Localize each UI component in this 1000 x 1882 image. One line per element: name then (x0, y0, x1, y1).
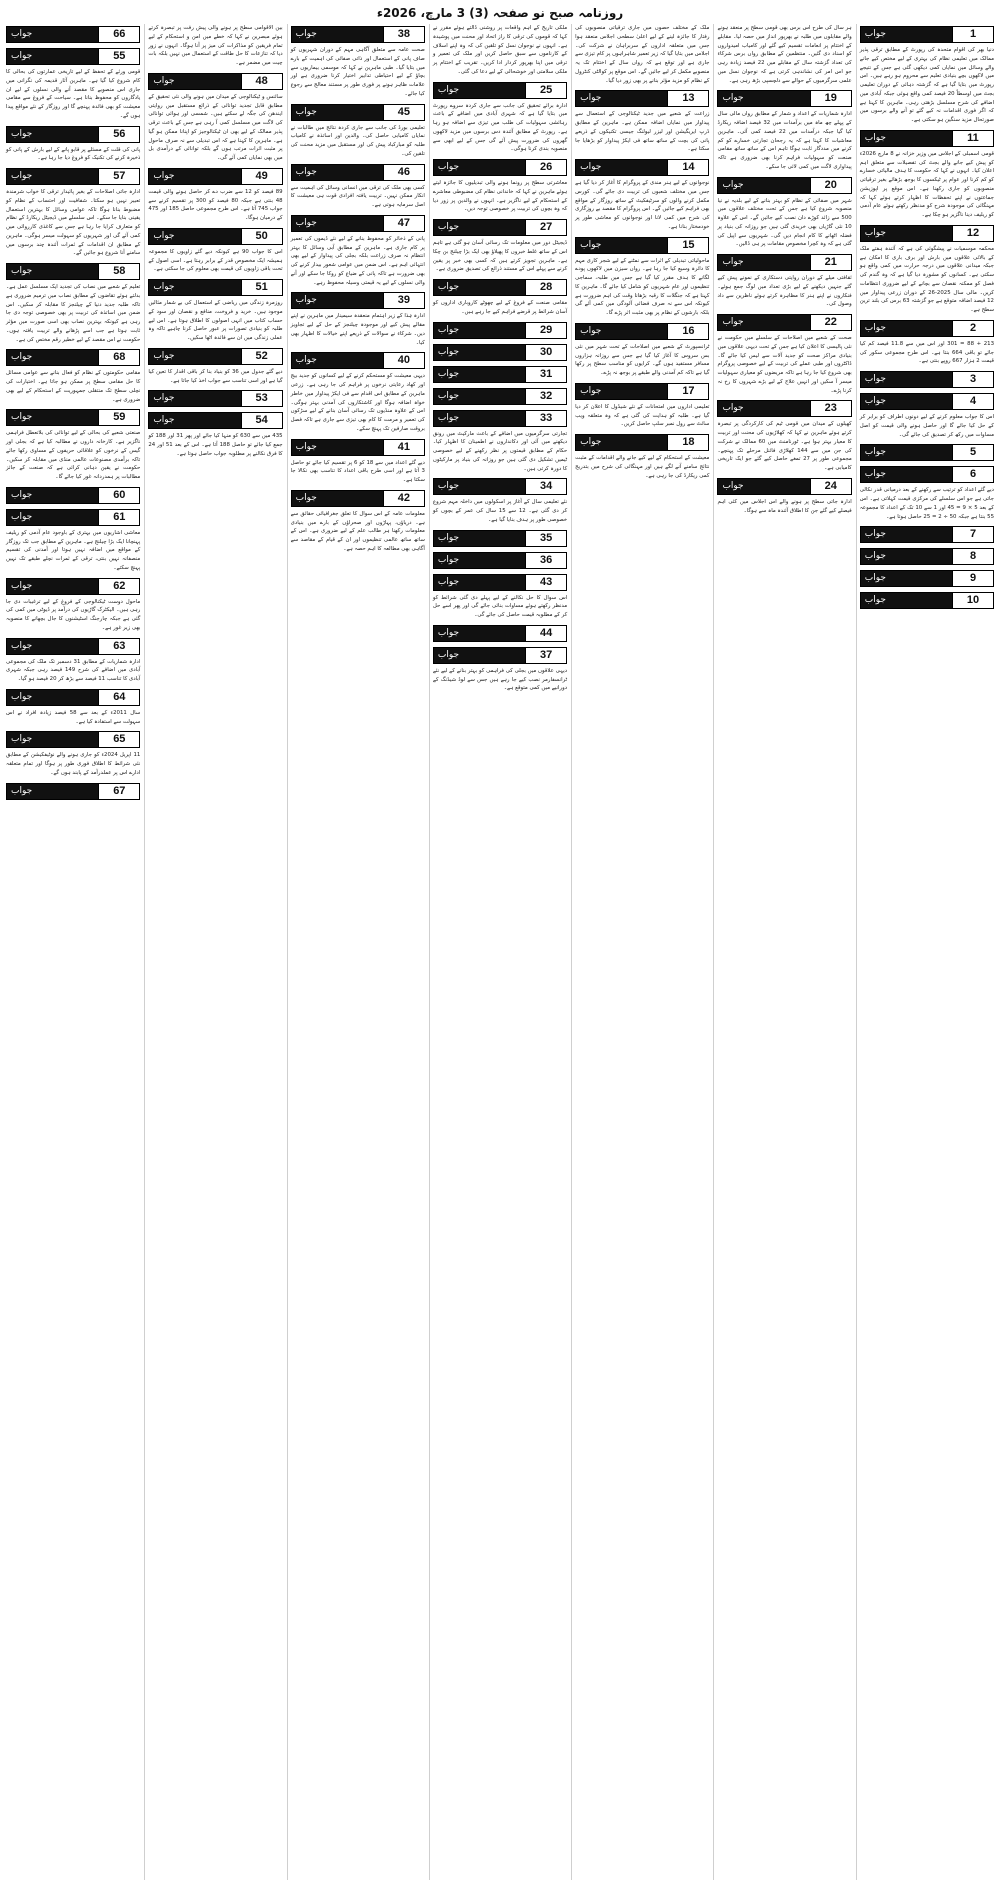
article-paragraph: 89 فیصد کو 12 سے ضرب دے کر حاصل ہونے والی قیمت 48 بنتی ہے جبکہ 80 فیصد کو 300 پر تقسیم کرنے سے جواب 745 آتا ہے۔ اس طرح مجموعی حاصل 185 اور 475 کے درمیان ہوگا۔ (148, 188, 283, 221)
answer-badge[interactable]: جواب (575, 237, 667, 254)
question-number: 11 (952, 130, 994, 147)
answer-badge[interactable]: جواب (291, 490, 383, 507)
article-paragraph: صنعتی شعبے کی بحالی کے لیے توانائی کی بلاتعطل فراہمی ناگزیر ہے۔ کارخانہ داروں نے مطالبہ کیا ہے کہ بجلی اور گیس کے نرخوں کو علاقائی حریفوں کے مساوی رکھا جائے تاکہ برآمدی مصنوعات عالمی منڈی میں مقابلہ کر سکیں۔ حکومت نے یقین دہانی کرائی ہے کہ صنعت کے جائز مطالبات پر ہمدردانہ غور کیا جائے گا۔ (6, 430, 141, 480)
answer-badge[interactable]: جواب (860, 225, 952, 242)
question-header (291, 26, 425, 43)
question-number: 10 (952, 592, 994, 609)
article-paragraph: دیے گئے اعداد میں سے 18 کو 6 پر تقسیم کیا جائے تو حاصل 3 آتا ہے اور اسی طرح باقی اعداد کا تناسب بھی نکالا جا سکتا ہے۔ (290, 459, 425, 483)
article-paragraph: ماحول دوست ٹیکنالوجی کے فروغ کے لیے ترغیبات دی جا رہی ہیں۔ الیکٹرک گاڑیوں کی درآمد پر ڈیوٹی میں کمی کی گئی ہے جبکہ چارجنگ اسٹیشنوں کا جال بچھانے کا منصوبہ بھی زیر غور ہے۔ (6, 598, 141, 631)
answer-badge[interactable]: جواب (860, 393, 952, 410)
question-header (433, 530, 567, 547)
answer-badge[interactable]: جواب (291, 104, 383, 121)
answer-badge[interactable]: جواب (860, 444, 952, 461)
question-header (291, 352, 425, 369)
article-paragraph: ٹرانسپورٹ کے شعبے میں اصلاحات کے تحت شہر میں نئی بس سروس کا آغاز کیا گیا ہے جس سے روزانہ ہزاروں مسافر مستفید ہوں گے۔ کرایوں کو مناسب سطح پر رکھا گیا ہے تاکہ کم آمدنی والے طبقے پر بوجھ نہ پڑے۔ (575, 343, 710, 376)
question-number: 43 (525, 574, 567, 591)
answer-badge[interactable]: جواب (575, 159, 667, 176)
question-header (291, 104, 425, 121)
article-paragraph: اس کا جواب 90 ہے کیونکہ دیے گئے زاویوں کا مجموعہ ہمیشہ ایک مخصوص قدر کے برابر رہتا ہے۔ اسی اصول کے تحت باقی زاویوں کی قیمت بھی معلوم کی جا سکتی ہے۔ (148, 248, 283, 273)
article-paragraph: ادارہ جاتی سطح پر ہونے والے اس اجلاس میں کئی اہم فیصلے کیے گئے جن کا اطلاق آئندہ ماہ سے ہوگا۔ (717, 498, 852, 514)
answer-badge[interactable]: جواب (433, 344, 525, 361)
question-number: 7 (952, 526, 994, 543)
question-number: 25 (525, 82, 567, 99)
answer-badge[interactable]: جواب (6, 638, 98, 655)
article-paragraph: دیے گئے اعداد کو ترتیب سے رکھنے کے بعد درمیانی قدر نکالی جاتی ہے جو اس سلسلے کی مرکزی قیمت کہلاتی ہے۔ اس کے بعد 5 × 9 = 45 اور 1 سے 10 تک کے اعداد کا مجموعہ 55 بنتا ہے جبکہ 50 ÷ 2 = 25 حاصل ہوتا ہے۔ (859, 487, 995, 520)
question-number: 66 (98, 26, 140, 43)
question-header (860, 548, 994, 565)
question-header (433, 322, 567, 339)
column-spacer (6, 803, 140, 1881)
question-number: 29 (525, 322, 567, 339)
article-paragraph: 213 + 88 = 301 اور اس میں سے 11.8 فیصد کم کیا جائے تو باقی 664 بنتا ہے۔ اس طرح مجموعی سکور کی قیمت 2 ہزار 667 روپے بنتی ہے۔ (859, 340, 994, 365)
article-paragraph: محکمہ موسمیات نے پیشگوئی کی ہے کہ آئندہ ہفتے ملک کے بالائی علاقوں میں بارش اور برف باری کا امکان ہے جبکہ میدانی علاقوں میں درجہ حرارت میں کمی واقع ہو سکتی ہے۔ کسانوں کو مشورہ دیا گیا ہے کہ وہ گندم کی فصل کو ممکنہ نقصان سے بچانے کے لیے ضروری انتظامات کریں۔ مالی سال 2025-26 کے دوران زرعی پیداوار میں 12 فیصد اضافہ متوقع ہے جو گزشتہ 63 برس کی بلند ترین سطح ہے۔ (859, 245, 994, 313)
article-paragraph: زراعت کے شعبے میں جدید ٹیکنالوجی کے استعمال سے پیداوار میں نمایاں اضافہ ممکن ہے۔ ماہرین کے مطابق ڈرپ ایریگیشن اور لیزر لیولنگ جیسی تکنیکوں کے ذریعے پانی کی بچت کے ساتھ ساتھ فی ایکڑ پیداوار کو بڑھایا جا سکتا ہے۔ (575, 111, 710, 153)
question-number: 45 (383, 104, 425, 121)
question-number: 52 (241, 348, 283, 365)
question-number: 22 (810, 314, 852, 331)
answer-badge[interactable]: جواب (291, 439, 383, 456)
column-5 (287, 24, 425, 1880)
question-header (6, 509, 140, 526)
question-number: 13 (667, 90, 709, 107)
question-header (433, 279, 567, 296)
answer-badge[interactable]: جواب (717, 478, 809, 495)
question-number: 59 (98, 409, 140, 426)
article-paragraph: معاشی اشاریوں میں بہتری کے باوجود عام آدمی کو ریلیف پہنچانا ایک بڑا چیلنج ہے۔ ماہرین کے مطابق جب تک روزگار کے مواقع میں اضافہ نہیں ہوتا اور آمدنی کی تقسیم منصفانہ نہیں بنتی، ترقی کے ثمرات نچلے طبقے تک نہیں پہنچ سکتے۔ (6, 529, 141, 571)
question-header (433, 82, 567, 99)
answer-badge[interactable]: جواب (291, 352, 383, 369)
question-header (6, 168, 140, 185)
question-header (860, 526, 994, 543)
answer-badge[interactable]: جواب (6, 731, 98, 748)
column-7 (6, 24, 140, 1880)
article-paragraph: اس سوال کا حل نکالنے کے لیے پہلے دی گئی شرائط کو مدنظر رکھتے ہوئے مساوات بنائی جائے گی اور پھر اسے حل کر کے مطلوبہ قیمت حاصل کی جائے گی۔ (432, 594, 568, 618)
question-header (148, 168, 282, 185)
question-number: 51 (241, 279, 283, 296)
article-paragraph: ڈیجیٹل دور میں معلومات تک رسائی آسان ہو گئی ہے تاہم اس کے ساتھ غلط خبروں کا پھیلاؤ بھی ایک بڑا چیلنج بن چکا ہے۔ ماہرین تجویز کرتے ہیں کہ کسی بھی خبر پر یقین کرنے سے پہلے اس کے مستند ذرائع کی تصدیق ضروری ہے۔ (432, 240, 568, 273)
question-number: 50 (241, 228, 283, 245)
article-paragraph: نوجوانوں کے لیے ہنر مندی کے پروگرام کا آغاز کر دیا گیا ہے جس میں مختلف شعبوں کی تربیت دی جائے گی۔ کورس مکمل کرنے والوں کو سرٹیفکیٹ کے ساتھ روزگار کے مواقع بھی فراہم کیے جائیں گے۔ اس پروگرام کا مقصد بے روزگاری کی شرح میں کمی لانا اور نوجوانوں کو معاشی طور پر خودمختار بنانا ہے۔ (575, 180, 710, 230)
article-paragraph: تعلیم کے شعبے میں نصاب کی تجدید ایک مسلسل عمل ہے۔ بدلتے ہوئے تقاضوں کے مطابق نصاب میں ترمیم ضروری ہے تاکہ طلبہ جدید دنیا کے چیلنجز کا مقابلہ کر سکیں۔ اس ضمن میں اساتذہ کی تربیت پر بھی خصوصی توجہ دی جا رہی ہے کیونکہ بہترین نصاب بھی اسی صورت میں مؤثر ثابت ہوتا ہے جب اسے پڑھانے والے تربیت یافتہ ہوں۔ حکومت نے اس مقصد کے لیے خطیر رقم مختص کی ہے۔ (6, 284, 141, 343)
answer-badge[interactable]: جواب (433, 82, 525, 99)
answer-badge[interactable]: جواب (6, 26, 98, 43)
question-number: 1 (952, 26, 994, 43)
question-header (291, 164, 425, 181)
column-3 (571, 24, 709, 1880)
column-4 (429, 24, 567, 1880)
question-header (433, 159, 567, 176)
answer-badge[interactable]: جواب (433, 478, 525, 495)
answer-badge[interactable]: جواب (860, 371, 952, 388)
question-number: 16 (667, 323, 709, 340)
question-number: 54 (241, 412, 283, 429)
question-header (6, 578, 140, 595)
question-header (433, 552, 567, 569)
column-1 (856, 24, 994, 1880)
question-number: 37 (525, 647, 567, 664)
article-paragraph: صحت عامہ سے متعلق آگاہی مہم کے دوران شہریوں کو صاف پانی کے استعمال اور ذاتی صفائی کی اہمیت کے بارے میں بتایا گیا۔ طبی ماہرین نے کہا کہ موسمی بیماریوں سے بچاؤ کے لیے احتیاطی تدابیر اختیار کرنا ضروری ہے اور علامات ظاہر ہونے پر فوری طور پر مستند معالج سے رجوع کیا جائے۔ (290, 47, 425, 97)
article-paragraph: روزمرہ زندگی میں ریاضی کے استعمال کی بے شمار مثالیں موجود ہیں۔ خرید و فروخت، منافع و نقصان اور سود کے حساب کتاب میں انہی اصولوں کا اطلاق ہوتا ہے۔ اس لیے طلبہ کو بنیادی تصورات پر عبور حاصل کرنا چاہیے تاکہ وہ عملی زندگی میں ان سے فائدہ اٹھا سکیں۔ (148, 300, 283, 341)
answer-badge[interactable]: جواب (148, 228, 240, 245)
article-paragraph: ادارہ شماریات کے اعداد و شمار کے مطابق رواں مالی سال کے پہلے چھ ماہ میں برآمدات میں 32 فیصد اضافہ ریکارڈ کیا گیا جبکہ درآمدات میں 22 فیصد کمی آئی۔ ماہرین معاشیات کا کہنا ہے کہ یہ رجحان تجارتی خسارے کو کم کرنے میں مددگار ثابت ہوگا تاہم اس کے ساتھ ساتھ مقامی صنعت کو سہولیات فراہم کرنا بھی ضروری ہے تاکہ پیداواری لاگت میں کمی لائی جا سکے۔ (717, 111, 852, 170)
question-number: 24 (810, 478, 852, 495)
question-header (433, 574, 567, 591)
article-paragraph: پانی کے ذخائر کو محفوظ بنانے کے لیے نئے ڈیموں کی تعمیر پر کام جاری ہے۔ ماہرین کے مطابق آبی وسائل کا بہتر انتظام نہ صرف زراعت بلکہ بجلی کی پیداوار کے لیے بھی انتہائی اہم ہے۔ اس ضمن میں عوامی شعور بیدار کرنے کی بھی ضرورت ہے تاکہ پانی کے ضیاع کو روکا جا سکے اور آنے والی نسلوں کے لیے یہ قیمتی وسیلہ محفوظ رہے۔ (290, 235, 425, 286)
question-header (148, 73, 282, 90)
answer-badge[interactable]: جواب (433, 219, 525, 236)
question-header (575, 434, 709, 451)
question-number: 23 (810, 400, 852, 417)
answer-badge[interactable]: جواب (433, 574, 525, 591)
column-spacer (575, 483, 709, 1880)
question-header (860, 225, 994, 242)
question-header (148, 348, 282, 365)
answer-badge[interactable]: جواب (291, 292, 383, 309)
answer-badge[interactable]: جواب (575, 434, 667, 451)
question-header (6, 349, 140, 366)
answer-badge[interactable]: جواب (148, 412, 240, 429)
answer-badge[interactable]: جواب (6, 126, 98, 143)
answer-badge[interactable]: جواب (860, 466, 952, 483)
question-header (717, 90, 851, 107)
column-spacer (860, 612, 994, 1880)
article-paragraph: سال 2011ء کے بعد سے 58 فیصد زیادہ افراد نے اس سہولت سے استفادہ کیا ہے۔ (6, 709, 141, 725)
column-spacer (291, 557, 425, 1881)
question-number: 27 (525, 219, 567, 236)
article-paragraph: 11 اپریل 2024ء کو جاری ہونے والے نوٹیفکیشن کے مطابق نئی شرائط کا اطلاق فوری طور پر ہوگا اور تمام متعلقہ ادارے اس پر عملدرآمد کے پابند ہوں گے۔ (6, 752, 141, 776)
article-paragraph: بین الاقوامی سطح پر ہونے والی پیش رفت پر تبصرہ کرتے ہوئے مبصرین نے کہا کہ خطے میں امن و استحکام کے لیے تمام فریقین کو مذاکرات کی میز پر آنا ہوگا۔ انہوں نے زور دیا کہ تنازعات کا حل طاقت کے استعمال میں نہیں بلکہ بات چیت میں مضمر ہے۔ (148, 25, 283, 66)
article-paragraph: معلومات عامہ کے اس سوال کا تعلق جغرافیائی حقائق سے ہے۔ دریاؤں، پہاڑوں اور صحراؤں کے بارے میں بنیادی معلومات رکھنا ہر طالب علم کے لیے ضروری ہے۔ اس کے ساتھ ساتھ عالمی تنظیموں اور ان کے قیام کے مقاصد سے آگاہی بھی مطالعہ کا اہم حصہ ہے۔ (290, 510, 425, 552)
answer-badge[interactable]: جواب (717, 90, 809, 107)
answer-badge[interactable]: جواب (6, 487, 98, 504)
article-paragraph: اس کا جواب معلوم کرنے کے لیے دونوں اطراف کو برابر کر کے حل کیا جائے گا اور حاصل ہونے والی قیمت کو اصل مساوات میں رکھ کر تصدیق کی جائے گی۔ (859, 414, 994, 438)
answer-badge[interactable]: جواب (433, 388, 525, 405)
question-number: 2 (952, 320, 994, 337)
answer-badge[interactable]: جواب (860, 26, 952, 43)
answer-badge[interactable]: جواب (575, 90, 667, 107)
question-number: 20 (810, 177, 852, 194)
question-header (717, 254, 851, 271)
question-header (148, 390, 282, 407)
question-number: 56 (98, 126, 140, 143)
question-number: 62 (98, 578, 140, 595)
question-header (860, 444, 994, 461)
question-header (860, 130, 994, 147)
question-header (148, 412, 282, 429)
article-paragraph: ادارہ ہٰذا کے زیر اہتمام منعقدہ سیمینار میں ماہرین نے اپنے مقالے پیش کیے اور موجودہ چیلنجز کے حل کے لیے تجاویز دیں۔ شرکاء نے سوالات کے ذریعے اپنے خیالات کا اظہار بھی کیا۔ (290, 313, 425, 346)
question-number: 57 (98, 168, 140, 185)
answer-badge[interactable]: جواب (860, 592, 952, 609)
article-paragraph: ہر سال کی طرح اس برس بھی قومی سطح پر منعقد ہونے والے مقابلوں میں طلبہ نے بھرپور انداز میں حصہ لیا۔ مقابلے کے اختتام پر انعامات تقسیم کیے گئے اور کامیاب امیدواروں کو اسناد دی گئیں۔ منتظمین کے مطابق رواں برس شرکاء کی تعداد گزشتہ سال کے مقابلے میں 22 فیصد زیادہ رہی جو اس امر کی نشاندہی کرتی ہے کہ نوجوان نسل میں علمی سرگرمیوں کے حوالے سے دلچسپی بڑھ رہی ہے۔ (717, 25, 852, 84)
question-number: 60 (98, 487, 140, 504)
question-number: 5 (952, 444, 994, 461)
answer-badge[interactable]: جواب (148, 279, 240, 296)
article-paragraph: 435 میں سے 630 کو منہا کیا جائے اور پھر 31 اور 188 کو جمع کیا جائے تو حاصل 188 آتا ہے۔ اس کے بعد 51 اور 24 کا فرق نکالنے پر مطلوبہ جواب حاصل ہوتا ہے۔ (148, 433, 283, 457)
question-header (6, 26, 140, 43)
question-header (717, 478, 851, 495)
article-paragraph: مقامی حکومتوں کے نظام کو فعال بنانے سے عوامی مسائل کا حل مقامی سطح پر ممکن ہو جاتا ہے۔ اختیارات کی نچلی سطح تک منتقلی جمہوریت کے استحکام کے لیے بھی ضروری ہے۔ (6, 370, 141, 403)
question-header (860, 393, 994, 410)
question-header (6, 126, 140, 143)
answer-badge[interactable]: جواب (717, 254, 809, 271)
question-number: 15 (667, 237, 709, 254)
answer-badge[interactable]: جواب (860, 548, 952, 565)
question-number: 6 (952, 466, 994, 483)
question-header (575, 90, 709, 107)
answer-badge[interactable]: جواب (6, 509, 98, 526)
question-header (717, 177, 851, 194)
question-number: 63 (98, 638, 140, 655)
question-number: 18 (667, 434, 709, 451)
article-paragraph: دنیا بھر کی اقوام متحدہ کی رپورٹ کے مطابق ترقی پذیر ممالک میں تعلیمی نظام کی بہتری کے لیے مختص کیے جانے والے وسائل میں نمایاں کمی دیکھی گئی ہے جس کے نتیجے میں لاکھوں بچے بنیادی تعلیم سے محروم ہو رہے ہیں۔ اس رپورٹ میں بتایا گیا ہے کہ گزشتہ دہائی کے دوران تعلیمی بجٹ میں اوسطاً 20 فیصد کمی واقع ہوئی جبکہ آبادی میں اضافے کی شرح مسلسل بڑھتی رہی۔ ماہرین کا کہنا ہے کہ اگر فوری اقدامات نہ کیے گئے تو آنے والے برسوں میں صورتحال مزید سنگین ہو سکتی ہے۔ (859, 47, 994, 123)
question-number: 41 (383, 439, 425, 456)
article-paragraph: سائنس و ٹیکنالوجی کے میدان میں ہونے والی نئی تحقیق کے مطابق قابل تجدید توانائی کے ذرائع مستقبل میں روایتی ایندھن کی جگہ لے سکتے ہیں۔ شمسی اور ہوائی توانائی کی لاگت میں مسلسل کمی آ رہی ہے جس کے باعث ترقی پذیر ممالک کے لیے بھی ان ٹیکنالوجیز کو اپنانا ممکن ہو گیا ہے۔ ماہرین کا کہنا ہے کہ اس تبدیلی سے نہ صرف ماحول پر مثبت اثرات مرتب ہوں گے بلکہ توانائی کے درآمدی بل میں بھی نمایاں کمی آئے گی۔ (148, 93, 283, 161)
article-paragraph: نئے تعلیمی سال کے آغاز پر اسکولوں میں داخلہ مہم شروع کر دی گئی ہے۔ 12 سے 15 سال کی عمر کے بچوں کو خصوصی طور پر ہدف بنایا گیا ہے۔ (432, 499, 568, 523)
question-number: 39 (383, 292, 425, 309)
answer-badge[interactable]: جواب (433, 625, 525, 642)
question-number: 40 (383, 352, 425, 369)
article-paragraph: ادارہ برائے تحقیق کی جانب سے جاری کردہ سروے رپورٹ میں بتایا گیا ہے کہ شہری آبادی میں اضافے کے باعث رہائشی سہولیات کی طلب میں تیزی سے اضافہ ہو رہا ہے۔ رپورٹ کے مطابق آئندہ دس برسوں میں مزید لاکھوں گھروں کی ضرورت پیش آئے گی جس کے لیے ابھی سے منصوبہ بندی کرنا ہوگی۔ (432, 102, 568, 153)
question-number: 42 (383, 490, 425, 507)
masthead-text: روزنامہ صبح نو صفحہ (3) 3 مارچ، 2026ء (376, 6, 624, 20)
question-number: 35 (525, 530, 567, 547)
answer-badge[interactable]: جواب (6, 349, 98, 366)
answer-badge[interactable]: جواب (433, 530, 525, 547)
answer-badge[interactable]: جواب (860, 130, 952, 147)
question-header (717, 400, 851, 417)
article-paragraph: ادارہ جاتی اصلاحات کے بغیر پائیدار ترقی کا خواب شرمندہ تعبیر نہیں ہو سکتا۔ شفافیت اور احتساب کے نظام کو مضبوط بنانا ہوگا تاکہ عوامی وسائل کا بہترین استعمال یقینی بنایا جا سکے۔ اس سلسلے میں ڈیجیٹل ریکارڈ کے نظام کو متعارف کرایا جا رہا ہے جس سے کاغذی کارروائی میں کمی آئے گی اور شہریوں کو سہولت میسر ہوگی۔ ماہرین کے مطابق ان اقدامات کے ثمرات آئندہ چند برسوں میں سامنے آنا شروع ہو جائیں گے۔ (6, 189, 141, 257)
question-number: 32 (525, 388, 567, 405)
article-paragraph: معیشت کے استحکام کے لیے کیے جانے والے اقدامات کے مثبت نتائج سامنے آنے لگے ہیں اور مہنگائی کی شرح میں بتدریج کمی ریکارڈ کی جا رہی ہے۔ (575, 455, 710, 479)
question-header (6, 638, 140, 655)
answer-badge[interactable]: جواب (291, 215, 383, 232)
question-header (6, 783, 140, 800)
question-header (575, 323, 709, 340)
question-number: 55 (98, 48, 140, 65)
question-number: 28 (525, 279, 567, 296)
answer-badge[interactable]: جواب (6, 263, 98, 280)
question-number: 65 (98, 731, 140, 748)
answer-badge[interactable]: جواب (717, 314, 809, 331)
article-paragraph: صحت کے شعبے میں اصلاحات کے سلسلے میں حکومت نے نئی پالیسی کا اعلان کیا ہے جس کے تحت دیہی علاقوں میں بنیادی مراکز صحت کو جدید آلات سے لیس کیا جائے گا۔ ڈاکٹروں اور طبی عملے کی تربیت کے لیے خصوصی پروگرام بھی شروع کیا جا رہا ہے تاکہ مریضوں کو معیاری سہولیات میسر آ سکیں اور انہیں علاج کے لیے بڑے شہروں کا رخ نہ کرنا پڑے۔ (717, 335, 852, 394)
question-header (291, 490, 425, 507)
column-spacer (148, 462, 282, 1881)
article-paragraph: ادارہ شماریات کے مطابق 31 دسمبر تک ملک کی مجموعی آبادی میں اضافے کی شرح 149 فیصد رہی جبکہ شہری آبادی کا تناسب 11 فیصد سے بڑھ کر 20 فیصد ہو گیا۔ (6, 658, 141, 682)
question-number: 64 (98, 689, 140, 706)
article-paragraph: ثقافتی میلے کے دوران روایتی دستکاری کے نمونے پیش کیے گئے جنہیں دیکھنے کے لیے بڑی تعداد میں لوگ جمع ہوئے۔ فنکاروں نے اپنے ہنر کا مظاہرہ کرتے ہوئے ناظرین سے داد وصول کی۔ (717, 275, 852, 308)
question-number: 14 (667, 159, 709, 176)
article-paragraph: قومی ورثے کے تحفظ کے لیے تاریخی عمارتوں کی بحالی کا کام شروع کیا گیا ہے۔ ماہرین آثار قدیمہ کی نگرانی میں جاری اس منصوبے کا مقصد آنے والی نسلوں کے لیے ان یادگاروں کو محفوظ بنانا ہے۔ سیاحت کے فروغ سے مقامی معیشت کو بھی فائدہ پہنچے گا اور روزگار کے نئے مواقع پیدا ہوں گے۔ (6, 69, 141, 119)
question-header (6, 409, 140, 426)
question-header (433, 388, 567, 405)
question-number: 17 (667, 383, 709, 400)
answer-badge[interactable]: جواب (6, 409, 98, 426)
question-header (291, 439, 425, 456)
answer-badge[interactable]: جواب (148, 390, 240, 407)
question-header (148, 279, 282, 296)
answer-badge[interactable]: جواب (575, 323, 667, 340)
question-header (860, 570, 994, 587)
question-header (6, 48, 140, 65)
question-header (6, 263, 140, 280)
column-spacer (433, 696, 567, 1880)
article-paragraph: تعلیمی بورڈ کی جانب سے جاری کردہ نتائج میں طالبات نے نمایاں کامیابی حاصل کی۔ والدین اور اساتذہ نے کامیاب طلبہ کو مبارکباد پیش کی اور مستقبل میں مزید محنت کی تلقین کی۔ (290, 124, 425, 157)
question-number: 3 (952, 371, 994, 388)
question-number: 48 (241, 73, 283, 90)
question-number: 53 (241, 390, 283, 407)
question-header (860, 466, 994, 483)
answer-badge[interactable]: جواب (291, 26, 383, 43)
article-paragraph: ملک کے مختلف حصوں میں جاری ترقیاتی منصوبوں کی رفتار کا جائزہ لینے کے لیے اعلیٰ سطحی اجلاس منعقد ہوا جس میں متعلقہ اداروں کے سربراہان نے شرکت کی۔ اجلاس میں بتایا گیا کہ زیر تعمیر شاہراہوں پر کام تیزی سے جاری ہے اور توقع ہے کہ رواں سال کے اختتام تک یہ منصوبے مکمل کر لیے جائیں گے۔ اس موقع پر کوالٹی کنٹرول کے نظام کو مزید مؤثر بنانے پر بھی زور دیا گیا۔ (575, 25, 710, 84)
answer-badge[interactable]: جواب (6, 689, 98, 706)
question-number: 12 (952, 225, 994, 242)
question-header (860, 320, 994, 337)
column-2 (713, 24, 851, 1880)
article-paragraph: ملکی تاریخ کے اہم واقعات پر روشنی ڈالتے ہوئے مقرر نے کہا کہ قوموں کی ترقی کا راز اتحاد اور محنت میں پوشیدہ ہے۔ انہوں نے نوجوان نسل کو تلقین کی کہ وہ اپنے اسلاف کے کارناموں سے سبق حاصل کریں اور ملک کی تعمیر و ترقی میں اپنا بھرپور کردار ادا کریں۔ تقریب کے اختتام پر ملکی سلامتی اور خوشحالی کے لیے دعا کی گئی۔ (432, 25, 568, 75)
column-6 (144, 24, 282, 1880)
answer-badge[interactable]: جواب (6, 783, 98, 800)
answer-badge[interactable]: جواب (860, 320, 952, 337)
question-number: 68 (98, 349, 140, 366)
question-number: 4 (952, 393, 994, 410)
question-header (433, 410, 567, 427)
question-number: 36 (525, 552, 567, 569)
article-paragraph: شہر میں صفائی کے نظام کو بہتر بنانے کے لیے بلدیہ نے نیا منصوبہ شروع کیا ہے جس کے تحت مختلف علاقوں میں 500 سے زائد کوڑے دان نصب کیے جائیں گے۔ اس کے علاوہ 10 نئی گاڑیاں بھی خریدی گئی ہیں جو روزانہ کی بنیاد پر فضلہ اٹھانے کا کام انجام دیں گی۔ شہریوں سے اپیل کی گئی ہے کہ وہ کچرا مخصوص مقامات پر ہی ڈالیں۔ (717, 197, 852, 248)
article-paragraph: دیہی علاقوں میں بجلی کی فراہمی کو بہتر بنانے کے لیے نئے ٹرانسفارمر نصب کیے جا رہے ہیں جس سے لوڈ شیڈنگ کے دورانیے میں کمی متوقع ہے۔ (432, 667, 568, 692)
question-number: 31 (525, 366, 567, 383)
question-header (148, 228, 282, 245)
question-header (860, 26, 994, 43)
answer-badge[interactable]: جواب (433, 366, 525, 383)
question-header (860, 371, 994, 388)
question-number: 33 (525, 410, 567, 427)
question-header (433, 344, 567, 361)
answer-badge[interactable]: جواب (6, 578, 98, 595)
question-header (433, 478, 567, 495)
question-number: 58 (98, 263, 140, 280)
answer-badge[interactable]: جواب (433, 159, 525, 176)
article-paragraph: ماحولیاتی تبدیلی کے اثرات سے نمٹنے کے لیے شجر کاری مہم کا دائرہ وسیع کیا جا رہا ہے۔ رواں سیزن میں لاکھوں پودے لگانے کا ہدف مقرر کیا گیا ہے جس میں طلبہ، سماجی تنظیموں اور عام شہریوں کو شامل کیا جائے گا۔ ماہرین کا کہنا ہے کہ جنگلات کا رقبہ بڑھانا وقت کی اہم ضرورت ہے کیونکہ اس سے نہ صرف فضائی آلودگی میں کمی آئے گی بلکہ بارشوں کے نظام پر بھی مثبت اثر پڑے گا۔ (575, 257, 710, 316)
question-number: 67 (98, 783, 140, 800)
question-header (291, 215, 425, 232)
question-number: 26 (525, 159, 567, 176)
question-header (433, 647, 567, 664)
columns-container (6, 24, 994, 1880)
masthead (6, 4, 994, 24)
answer-badge[interactable]: جواب (433, 410, 525, 427)
question-header (291, 292, 425, 309)
answer-badge[interactable]: جواب (860, 526, 952, 543)
question-number: 44 (525, 625, 567, 642)
question-header (717, 314, 851, 331)
question-number: 34 (525, 478, 567, 495)
question-number: 38 (383, 26, 425, 43)
question-number: 21 (810, 254, 852, 271)
question-header (575, 383, 709, 400)
article-paragraph: مقامی صنعت کے فروغ کے لیے چھوٹے کاروباری اداروں کو آسان شرائط پر قرضے فراہم کیے جا رہے ہیں۔ (432, 300, 568, 315)
answer-badge[interactable]: جواب (717, 177, 809, 194)
article-paragraph: دیہی معیشت کو مستحکم کرنے کے لیے کسانوں کو جدید بیج اور کھاد رعایتی نرخوں پر فراہم کی جا رہی ہے۔ زرعی ماہرین کے مطابق اس اقدام سے فی ایکڑ پیداوار میں خاطر خواہ اضافہ ہوگا اور کاشتکاروں کی آمدنی بہتر ہوگی۔ اس کے علاوہ منڈیوں تک رسائی آسان بنانے کے لیے سڑکوں کی تعمیر و مرمت کا کام بھی تیزی سے جاری ہے تاکہ فصل بروقت صارفین تک پہنچ سکے۔ (290, 373, 425, 432)
question-number: 47 (383, 215, 425, 232)
answer-badge[interactable]: جواب (433, 647, 525, 664)
question-number: 30 (525, 344, 567, 361)
answer-badge[interactable]: جواب (291, 164, 383, 181)
answer-badge[interactable]: جواب (433, 552, 525, 569)
answer-badge[interactable]: جواب (148, 168, 240, 185)
answer-badge[interactable]: جواب (148, 348, 240, 365)
column-spacer (717, 518, 851, 1880)
answer-badge[interactable]: جواب (717, 400, 809, 417)
article-paragraph: قومی اسمبلی کے اجلاس میں وزیر خزانہ نے 8 مارچ 2026ء کو پیش کیے جانے والے بجٹ کی تفصیلات سے متعلق اہم اعلان کیا۔ انہوں نے کہا کہ حکومت کا ہدف مالیاتی خسارے کو کم کرنا اور عوام پر ٹیکسوں کا بوجھ بڑھائے بغیر ترقیاتی منصوبوں کو جاری رکھنا ہے۔ اس موقع پر اپوزیشن جماعتوں نے اپنے تحفظات کا اظہار کرتے ہوئے کہا کہ مہنگائی کی موجودہ شرح کو مدنظر رکھتے ہوئے عام آدمی کو ریلیف دینا ناگزیر ہو چکا ہے۔ (859, 150, 994, 218)
question-header (433, 366, 567, 383)
question-header (6, 689, 140, 706)
question-header (433, 625, 567, 642)
answer-badge[interactable]: جواب (433, 322, 525, 339)
question-header (6, 487, 140, 504)
article-paragraph: پانی کی قلت کے مسئلے پر قابو پانے کے لیے بارش کے پانی کو ذخیرہ کرنے کی تکنیک کو فروغ دیا جا رہا ہے۔ (6, 146, 141, 162)
question-header (860, 592, 994, 609)
question-number: 19 (810, 90, 852, 107)
question-number: 8 (952, 548, 994, 565)
question-number: 61 (98, 509, 140, 526)
answer-badge[interactable]: جواب (433, 279, 525, 296)
article-paragraph: معاشرتی سطح پر رونما ہونے والی تبدیلیوں کا جائزہ لیتے ہوئے ماہرین نے کہا کہ خاندانی نظام کی مضبوطی معاشرے کے استحکام کے لیے ناگزیر ہے۔ انہوں نے والدین پر زور دیا کہ وہ بچوں کی تربیت پر خصوصی توجہ دیں۔ (432, 180, 568, 213)
question-header (575, 237, 709, 254)
question-header (6, 731, 140, 748)
question-number: 46 (383, 164, 425, 181)
article-paragraph: کسی بھی ملک کی ترقی میں انسانی وسائل کی اہمیت سے انکار ممکن نہیں۔ تربیت یافتہ افرادی قوت ہی معیشت کا اصل سرمایہ ہوتی ہے۔ (290, 184, 425, 208)
question-number: 9 (952, 570, 994, 587)
answer-badge[interactable]: جواب (6, 168, 98, 185)
answer-badge[interactable]: جواب (148, 73, 240, 90)
article-paragraph: تعلیمی اداروں میں امتحانات کے نئے شیڈول کا اعلان کر دیا گیا ہے۔ طلبہ کو ہدایت کی گئی ہے کہ وہ متعلقہ ویب سائٹ سے رول نمبر سلپ حاصل کریں۔ (575, 403, 710, 428)
article-paragraph: کھیلوں کے میدان میں قومی ٹیم کی کارکردگی پر تبصرہ کرتے ہوئے ماہرین نے کہا کہ کھلاڑیوں کی محنت اور تربیت کا معیار بہتر ہوا ہے۔ ٹورنامنٹ میں 60 ممالک نے شرکت کی جن میں سے 144 کھلاڑی فائنل مرحلے تک پہنچے۔ مجموعی طور پر 27 تمغے حاصل کیے گئے جو ایک تاریخی کامیابی ہے۔ (717, 421, 852, 471)
answer-badge[interactable]: جواب (6, 48, 98, 65)
answer-badge[interactable]: جواب (575, 383, 667, 400)
article-paragraph: دیے گئے جدول میں 36 کو بنیاد بنا کر باقی اقدار کا تعین کیا گیا ہے اور اسی تناسب سے جواب اخذ کیا جاتا ہے۔ (148, 368, 283, 384)
question-number: 49 (241, 168, 283, 185)
answer-badge[interactable]: جواب (860, 570, 952, 587)
article-paragraph: تجارتی سرگرمیوں میں اضافے کے باعث مارکیٹ میں رونق دیکھنے میں آئی اور دکانداروں نے اطمینان کا اظہار کیا۔ حکام کے مطابق قیمتوں پر نظر رکھنے کے لیے خصوصی ٹیمیں تشکیل دی گئی ہیں جو روزانہ کی بنیاد پر مارکیٹوں کا دورہ کرتی ہیں۔ (432, 430, 568, 472)
question-header (575, 159, 709, 176)
question-header (433, 219, 567, 236)
